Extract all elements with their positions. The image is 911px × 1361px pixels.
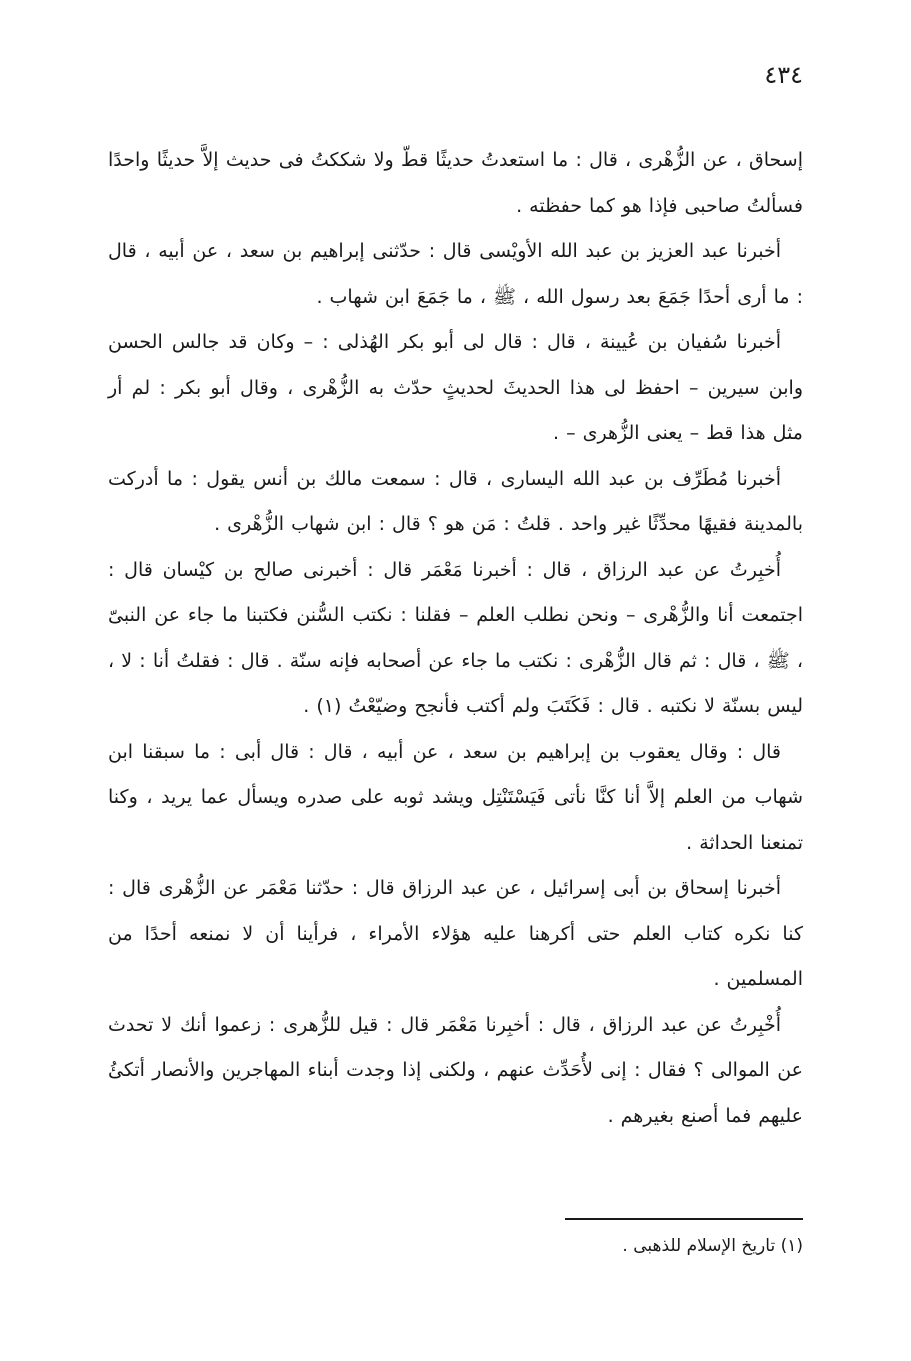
paragraph: قال : وقال يعقوب بن إبراهيم بن سعد ، عن أبيه ، قال : قال أبى : ما سبقنا ابن شهاب من العلم إلاَّ أنا كنَّا نأتى فَيَسْتَنْتِل ويشد ثوبه على صدره ويسأل عما يريد ، وكنا تمنعنا الحداثة . — [108, 740, 803, 854]
paragraph: أخبرنا مُطَرِّف بن عبد الله اليسارى ، قال : سمعت مالك بن أنس يقول : ما أدركت بالمدينة فقيهًا محدِّثًا غير واحد . قلتُ : مَن هو ؟ قال : ابن شهاب الزُّهْرى . — [108, 467, 803, 535]
paragraph: أُخبِرتُ عن عبد الرزاق ، قال : أخبرنا مَعْمَر قال : أخبرنى صالح بن كيْسان قال : اجتمعت أنا والزُّهْرى – ونحن نطلب العلم – فقلنا : نكتب السُّنن فكتبنا ما جاء عن النبىّ ، ﷺ ، قال : ثم قال الزُّهْرى : نكتب ما جاء عن أصحابه فإنه سنّة . قال : فقلتُ أنا : لا ، ليس بسنّة لا نكتبه . قال : فَكَتَبَ ولم أكتب فأنجح وضيّعْتُ (١) . — [108, 558, 803, 717]
footnote-divider — [565, 1218, 803, 1220]
main-text — [108, 138, 803, 1139]
footnote: (١) تاريخ الإسلام للذهبى . — [622, 1236, 803, 1256]
paragraph: إسحاق ، عن الزُّهْرى ، قال : ما استعدتُ حديثًا قطّ ولا شككتُ فى حديث إلاَّ حديثًا واحدًا فسألتُ صاحبى فإذا هو كما حفظته . — [108, 149, 803, 217]
paragraph: أخبرنا عبد العزيز بن عبد الله الأويْسى قال : حدّثنى إبراهيم بن سعد ، عن أبيه ، قال : ما أرى أحدًا جَمَعَ بعد رسول الله ، ﷺ ، ما جَمَعَ ابن شهاب . — [108, 240, 803, 308]
paragraph: أخبرنا إسحاق بن أبى إسرائيل ، عن عبد الرزاق قال : حدّثنا مَعْمَر عن الزُّهْرى قال : كنا نكره كتاب العلم حتى أكرهنا عليه هؤلاء الأمراء ، فرأينا أن لا نمنعه أحدًا من المسلمين . — [108, 877, 803, 990]
paragraph: أخبرنا سُفيان بن عُيينة ، قال : قال لى أبو بكر الهُذلى : – وكان قد جالس الحسن وابن سيرين – احفظ لى هذا الحديثَ لحديثٍ حدّث به الزُّهْرى ، وقال أبو بكر : لم أر مثل هذا قط – يعنى الزُّهرى – . — [108, 331, 803, 444]
page-number: ٤٣٤ — [764, 61, 803, 89]
paragraph: أُخْبِرتُ عن عبد الرزاق ، قال : أخبِرنا مَعْمَر قال : قيل للزُّهرى : زعموا أنك لا تحدث عن الموالى ؟ فقال : إنى لأُحَدِّث عنهم ، ولكنى إذا وجدت أبناء المهاجرين والأنصار أتكئُ عليهم فما أصنع بغيرهم . — [108, 1013, 803, 1127]
